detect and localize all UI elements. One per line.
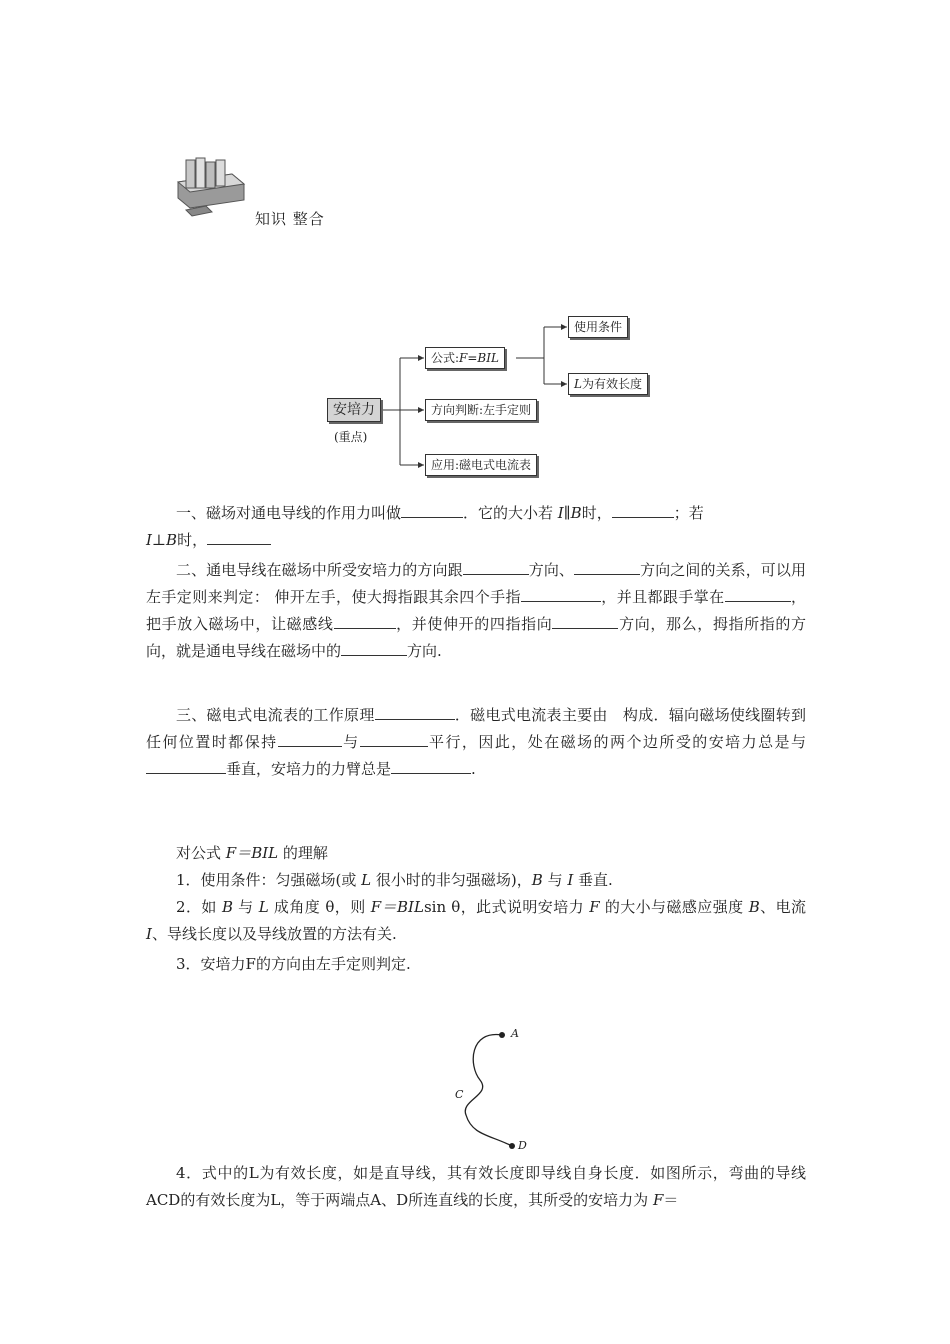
text: 的理解: [278, 844, 328, 862]
effective-length-var: L: [574, 377, 582, 391]
paragraph-section-3: [146, 702, 806, 783]
text: 方向.: [407, 642, 442, 660]
text: 平行，因此，处在磁场的两个边所受的安培力总是与: [427, 733, 806, 751]
text: ＝: [663, 1191, 679, 1209]
fill-blank: [334, 613, 396, 629]
text: sin θ，此式说明安培力: [423, 898, 590, 916]
text: ；若: [673, 504, 704, 522]
math: I∥B: [557, 504, 582, 522]
section-title: 知识 整合: [255, 210, 325, 228]
text: 一、磁场对通电导线的作用力叫做: [176, 504, 402, 522]
text: 垂直.: [573, 871, 613, 889]
text: 、导线长度以及导线放置的方法有关.: [151, 925, 397, 943]
math: I⊥B: [146, 531, 178, 549]
fill-blank: [552, 613, 618, 629]
fill-blank: [725, 586, 791, 602]
paragraph-section-1: [146, 500, 806, 554]
text: 1．使用条件：匀强磁场(或: [176, 871, 362, 889]
text: 时，: [581, 504, 612, 522]
text: ．它的大小若: [463, 504, 558, 522]
text: 时，: [177, 531, 208, 549]
point-1: [146, 867, 806, 894]
math: L: [361, 871, 372, 889]
text: 4．式中的L为有效长度，如是直导线，其有效长度即导线自身长度．如图所示，弯曲的导线ACD的有效长度为L，等于两端点A、D所连直线的长度，其所受的安培力为: [146, 1164, 806, 1209]
text: 三、磁电式电流表的工作原理: [176, 706, 375, 724]
effective-length-text: 为有效长度: [581, 377, 642, 391]
fill-blank: [278, 731, 342, 747]
mindmap-effective-length: [568, 373, 648, 395]
fill-blank: [401, 502, 463, 518]
fill-blank: [375, 704, 455, 720]
mindmap-direction: 方向判断:左手定则: [425, 399, 537, 421]
text: 、电流: [759, 898, 806, 916]
fill-blank: [146, 758, 226, 774]
text: ，并且都跟手掌在: [600, 588, 725, 606]
text: 垂直，安培力的力臂总是: [226, 760, 392, 778]
text: 与: [341, 733, 360, 751]
math: F: [589, 898, 600, 916]
math: F＝BIL: [370, 898, 424, 916]
point-a-dot: [499, 1032, 505, 1038]
math: B: [531, 871, 543, 889]
label-d: D: [518, 1139, 527, 1152]
point-d-dot: [509, 1143, 515, 1149]
text: 方向之间的关系，可以用左手定则来判定： 伸开左手，使大拇指跟其余四个手指: [146, 561, 806, 606]
text: ，把手放入磁场中，让磁感线: [146, 588, 806, 633]
mindmap-root: 安培力: [327, 398, 381, 422]
math: B: [748, 898, 760, 916]
text: ，并使伸开的四指指向: [395, 615, 553, 633]
mindmap-application: 应用:磁电式电流表: [425, 454, 537, 476]
label-c: C: [455, 1088, 464, 1101]
text: 的大小与磁感应强度: [599, 898, 749, 916]
mindmap-use-condition: 使用条件: [568, 316, 628, 338]
curved-wire: [465, 1035, 512, 1146]
text: ．磁电式电流表主要由 构成．辐向磁场使线圈转到任何位置时都保持: [146, 706, 806, 751]
text: 与: [233, 898, 259, 916]
fill-blank: [521, 586, 601, 602]
text: 对公式: [176, 844, 226, 862]
fill-blank: [612, 502, 674, 518]
math: F: [652, 1191, 664, 1209]
text: 与: [542, 871, 568, 889]
mindmap-root-note: (重点): [334, 430, 368, 444]
formula-heading: [146, 840, 806, 867]
text: 方向、: [528, 561, 575, 579]
text: 二、通电导线在磁场中所受安培力的方向跟: [176, 561, 463, 579]
math: I: [146, 925, 152, 943]
formula-label: 公式:: [431, 351, 460, 365]
point-3: 3．安培力F的方向由左手定则判定.: [176, 955, 411, 973]
fill-blank: [574, 559, 640, 575]
math: F＝BIL: [225, 844, 279, 862]
text: .: [471, 760, 476, 778]
mindmap-connectors: [0, 0, 950, 500]
math: L: [258, 898, 269, 916]
text: 成角度 θ，则: [268, 898, 371, 916]
paragraph-section-2: [146, 557, 806, 665]
fill-blank: [463, 559, 529, 575]
fill-blank: [391, 758, 471, 774]
point-4: [146, 1160, 806, 1214]
text: 方向，那么，拇指所指的方向，就是通电导线在磁场中的: [146, 615, 806, 660]
label-a: A: [511, 1027, 519, 1040]
fill-blank: [341, 640, 407, 656]
formula-expr: F=BIL: [459, 351, 499, 365]
math: B: [221, 898, 233, 916]
fill-blank: [207, 529, 271, 545]
point-2: [146, 894, 806, 948]
fill-blank: [360, 731, 428, 747]
mindmap-formula: [425, 347, 505, 369]
text: 很小时的非匀强磁场)，: [371, 871, 532, 889]
math: I: [567, 871, 574, 889]
text: 2．如: [176, 898, 222, 916]
